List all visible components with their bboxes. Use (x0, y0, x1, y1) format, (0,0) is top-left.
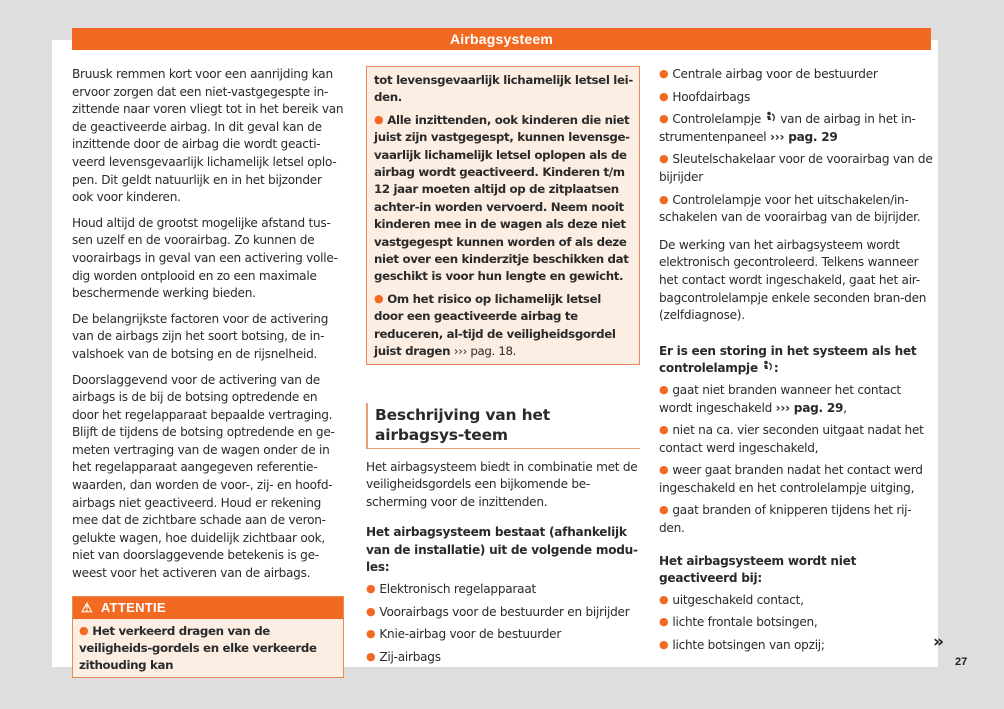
column-3 (659, 66, 935, 660)
list-item-text: gaat niet branden wanneer het contact wordt ingeschakeld (659, 382, 901, 415)
bullet-icon: ● (366, 627, 376, 641)
list-item-text: uitgeschakeld contact, (672, 592, 804, 607)
list-item (659, 592, 935, 610)
bullet-icon: ● (659, 503, 669, 517)
page-reference-link[interactable]: ››› pag. 29 (770, 129, 838, 144)
list-item (659, 111, 935, 146)
modules-list (366, 581, 640, 666)
list-item (366, 581, 640, 599)
not-activated-heading: Het airbagsysteem wordt niet geactiveerd bij: (659, 553, 857, 586)
warning-title: ATTENTIE (100, 599, 166, 615)
bullet-icon: ● (659, 592, 669, 606)
warning-body (73, 619, 343, 677)
bullet-icon: ● (659, 382, 669, 396)
warning-triangle-icon: ⚠ (81, 599, 93, 615)
list-item-text: Zij-airbags (379, 649, 441, 664)
bullet-icon: ● (659, 615, 669, 629)
warning-item: Het verkeerd dragen van de veiligheids-gordels en elke verkeerde zithouding kan (79, 623, 317, 673)
continue-arrow-icon: » (933, 632, 944, 652)
bullet-icon: ● (659, 89, 669, 103)
airbag-warning-light-icon (762, 360, 774, 372)
airbag-warning-light-icon (765, 111, 777, 123)
column-1 (72, 66, 344, 678)
warning-text: tot levensgevaarlijk lichamelijk letsel lei-den. (374, 73, 633, 105)
bullet-icon: ● (374, 291, 384, 305)
list-item-text: , (843, 400, 847, 415)
list-item (366, 604, 640, 622)
list-item-text: Hoofdairbags (672, 89, 750, 104)
list-item-text: weer gaat branden nadat het contact werd ingeschakeld en het controlelampje uitging, (659, 463, 923, 495)
bullet-icon: ● (79, 623, 89, 637)
list-item-text: Sleutelschakelaar voor de voorairbag van de bijrijder (659, 152, 933, 184)
page-reference-link[interactable]: ››› pag. 29 (775, 400, 844, 415)
paragraph: Het airbagsysteem biedt in combinatie met de veiligheidsgordels een bijkomende be-scherming voor de inzittenden. (366, 459, 638, 509)
bullet-icon: ● (659, 638, 669, 652)
bullet-icon: ● (659, 67, 669, 80)
warning-item (374, 291, 633, 361)
bullet-icon: ● (366, 604, 376, 618)
bullet-icon: ● (366, 582, 376, 596)
list-item (659, 382, 935, 417)
column-2 (366, 66, 640, 671)
list-item-text: lichte frontale botsingen, (672, 615, 818, 630)
list-item (659, 637, 935, 655)
list-item (659, 89, 935, 107)
warning-item (374, 112, 633, 286)
paragraph: Bruusk remmen kort voor een aanrijding kan ervoor zorgen dat een niet-vastgegespte in-zittende naar voren vliegt tot in het bereik van de geactiveerde airbag. In dit geval kan de inzittende door de airbag die wordt geacti-veerd levensgevaarlijk lichamelijk letsel oplo-pen. Dit geldt natuurlijk en in het bijzonder ook voor kinderen. (72, 67, 344, 205)
bullet-icon: ● (659, 192, 669, 206)
bullet-icon: ● (659, 152, 669, 166)
modules-list-continued (659, 66, 935, 227)
list-item (659, 66, 935, 84)
list-item (366, 626, 640, 644)
warning-item-text: Om het risico op lichamelijk letsel door een geactiveerde airbag te reduceren, al-tijd de veiligheidsgordel juist dragen (374, 291, 616, 359)
list-item-text: Centrale airbag voor de bestuurder (672, 67, 878, 81)
list-item (659, 502, 935, 537)
list-item-text: Controlelampje (672, 112, 762, 127)
warning-item-text: Alle inzittenden, ook kinderen die niet juist zijn vastgegespt, kunnen levensge-vaarlijk lichamelijk letsel oplopen als de airbag wordt geactiveerd. Kinderen t/m 12 jaar moeten altijd op de zitplaatsen achter-in worden vervoerd. Neem nooit kinderen mee in de wagen als deze niet vastgegespt kunnen worden of als deze niet over een kinderzitje beschikken dat geschikt is voor hun lengte en gewicht. (374, 112, 630, 284)
list-item (366, 649, 640, 667)
list-item (659, 462, 935, 497)
fault-heading (659, 343, 935, 378)
list-item (659, 151, 935, 186)
list-item-text: Controlelampje voor het uitschakelen/in-schakelen van de voorairbag van de bijrijder. (659, 192, 921, 225)
list-item-text: Voorairbags voor de bestuurder en bijrijder (379, 604, 630, 619)
bullet-icon: ● (659, 423, 669, 437)
bullet-icon: ● (374, 112, 384, 126)
bullet-icon: ● (659, 112, 669, 126)
paragraph: De belangrijkste factoren voor de activering van de airbags zijn het soort botsing, de in-valshoek van de botsing en de rijsnelheid. (72, 311, 329, 361)
paragraph: Houd altijd de grootst mogelijke afstand tus-sen uzelf en de voorairbag. Zo kunnen de voorairbags in geval van een activering volle-dig worden ontplooid en zo een maximale beschermende werking bieden. (72, 215, 338, 301)
warning-header (73, 597, 343, 619)
list-item-text: lichte botsingen van opzij; (672, 638, 825, 653)
paragraph: Doorslaggevend voor de activering van de airbags is de bij de botsing optredende en door het regelapparaat bepaalde vertraging. Blijft de tijdens de botsing optredende en ge-meten vertraging van de wagen onder de in het regelapparaat aangegeven referentie-waarden, dan worden de voor-, zij- en hoofd-airbags niet geactiveerd. Houd er rekening mee dat de zichtbare schade aan de veron-gelukte wagen, hoe duidelijk zichtbaar ook, niet van doorslaggevende betekenis is ge-weest voor het activeren van de airbags. (72, 372, 335, 581)
fault-list (659, 382, 935, 538)
list-item (659, 192, 935, 227)
warning-box-continued (366, 66, 640, 365)
section-title: Beschrijving van het airbagsys-teem (366, 403, 640, 449)
paragraph: De werking van het airbagsysteem wordt elektronisch gecontroleerd. Telkens wanneer het contact wordt ingeschakeld, gaat het air-bagcontrolelampje enkele seconden bran-den (zelfdiagnose). (659, 237, 927, 323)
page-number: 27 (955, 656, 968, 668)
list-item (659, 614, 935, 632)
fault-heading-text: Er is een storing in het systeem als het controlelampje (659, 343, 917, 376)
list-item-text: niet na ca. vier seconden uitgaat nadat het contact werd ingeschakeld, (659, 423, 924, 455)
page-reference-link[interactable]: ››› pag. 18. (453, 344, 517, 359)
list-item-text: Elektronisch regelapparaat (379, 582, 536, 597)
not-activated-list (659, 592, 935, 655)
bullet-icon: ● (659, 463, 669, 477)
fault-heading-suffix: : (773, 361, 779, 376)
list-item (659, 422, 935, 457)
bullet-icon: ● (366, 649, 376, 663)
page-header (72, 28, 931, 50)
list-item-text: Knie-airbag voor de bestuurder (379, 627, 562, 642)
page-title: Airbagsysteem (450, 31, 553, 47)
list-item-text: van de airbag in het in-strumentenpaneel (659, 112, 916, 144)
modules-heading: Het airbagsysteem bestaat (afhankelijk van de installatie) uit de volgende modu-les: (366, 525, 638, 575)
list-item-text: gaat branden of knipperen tijdens het rij-den. (659, 503, 912, 536)
warning-box (72, 596, 344, 678)
